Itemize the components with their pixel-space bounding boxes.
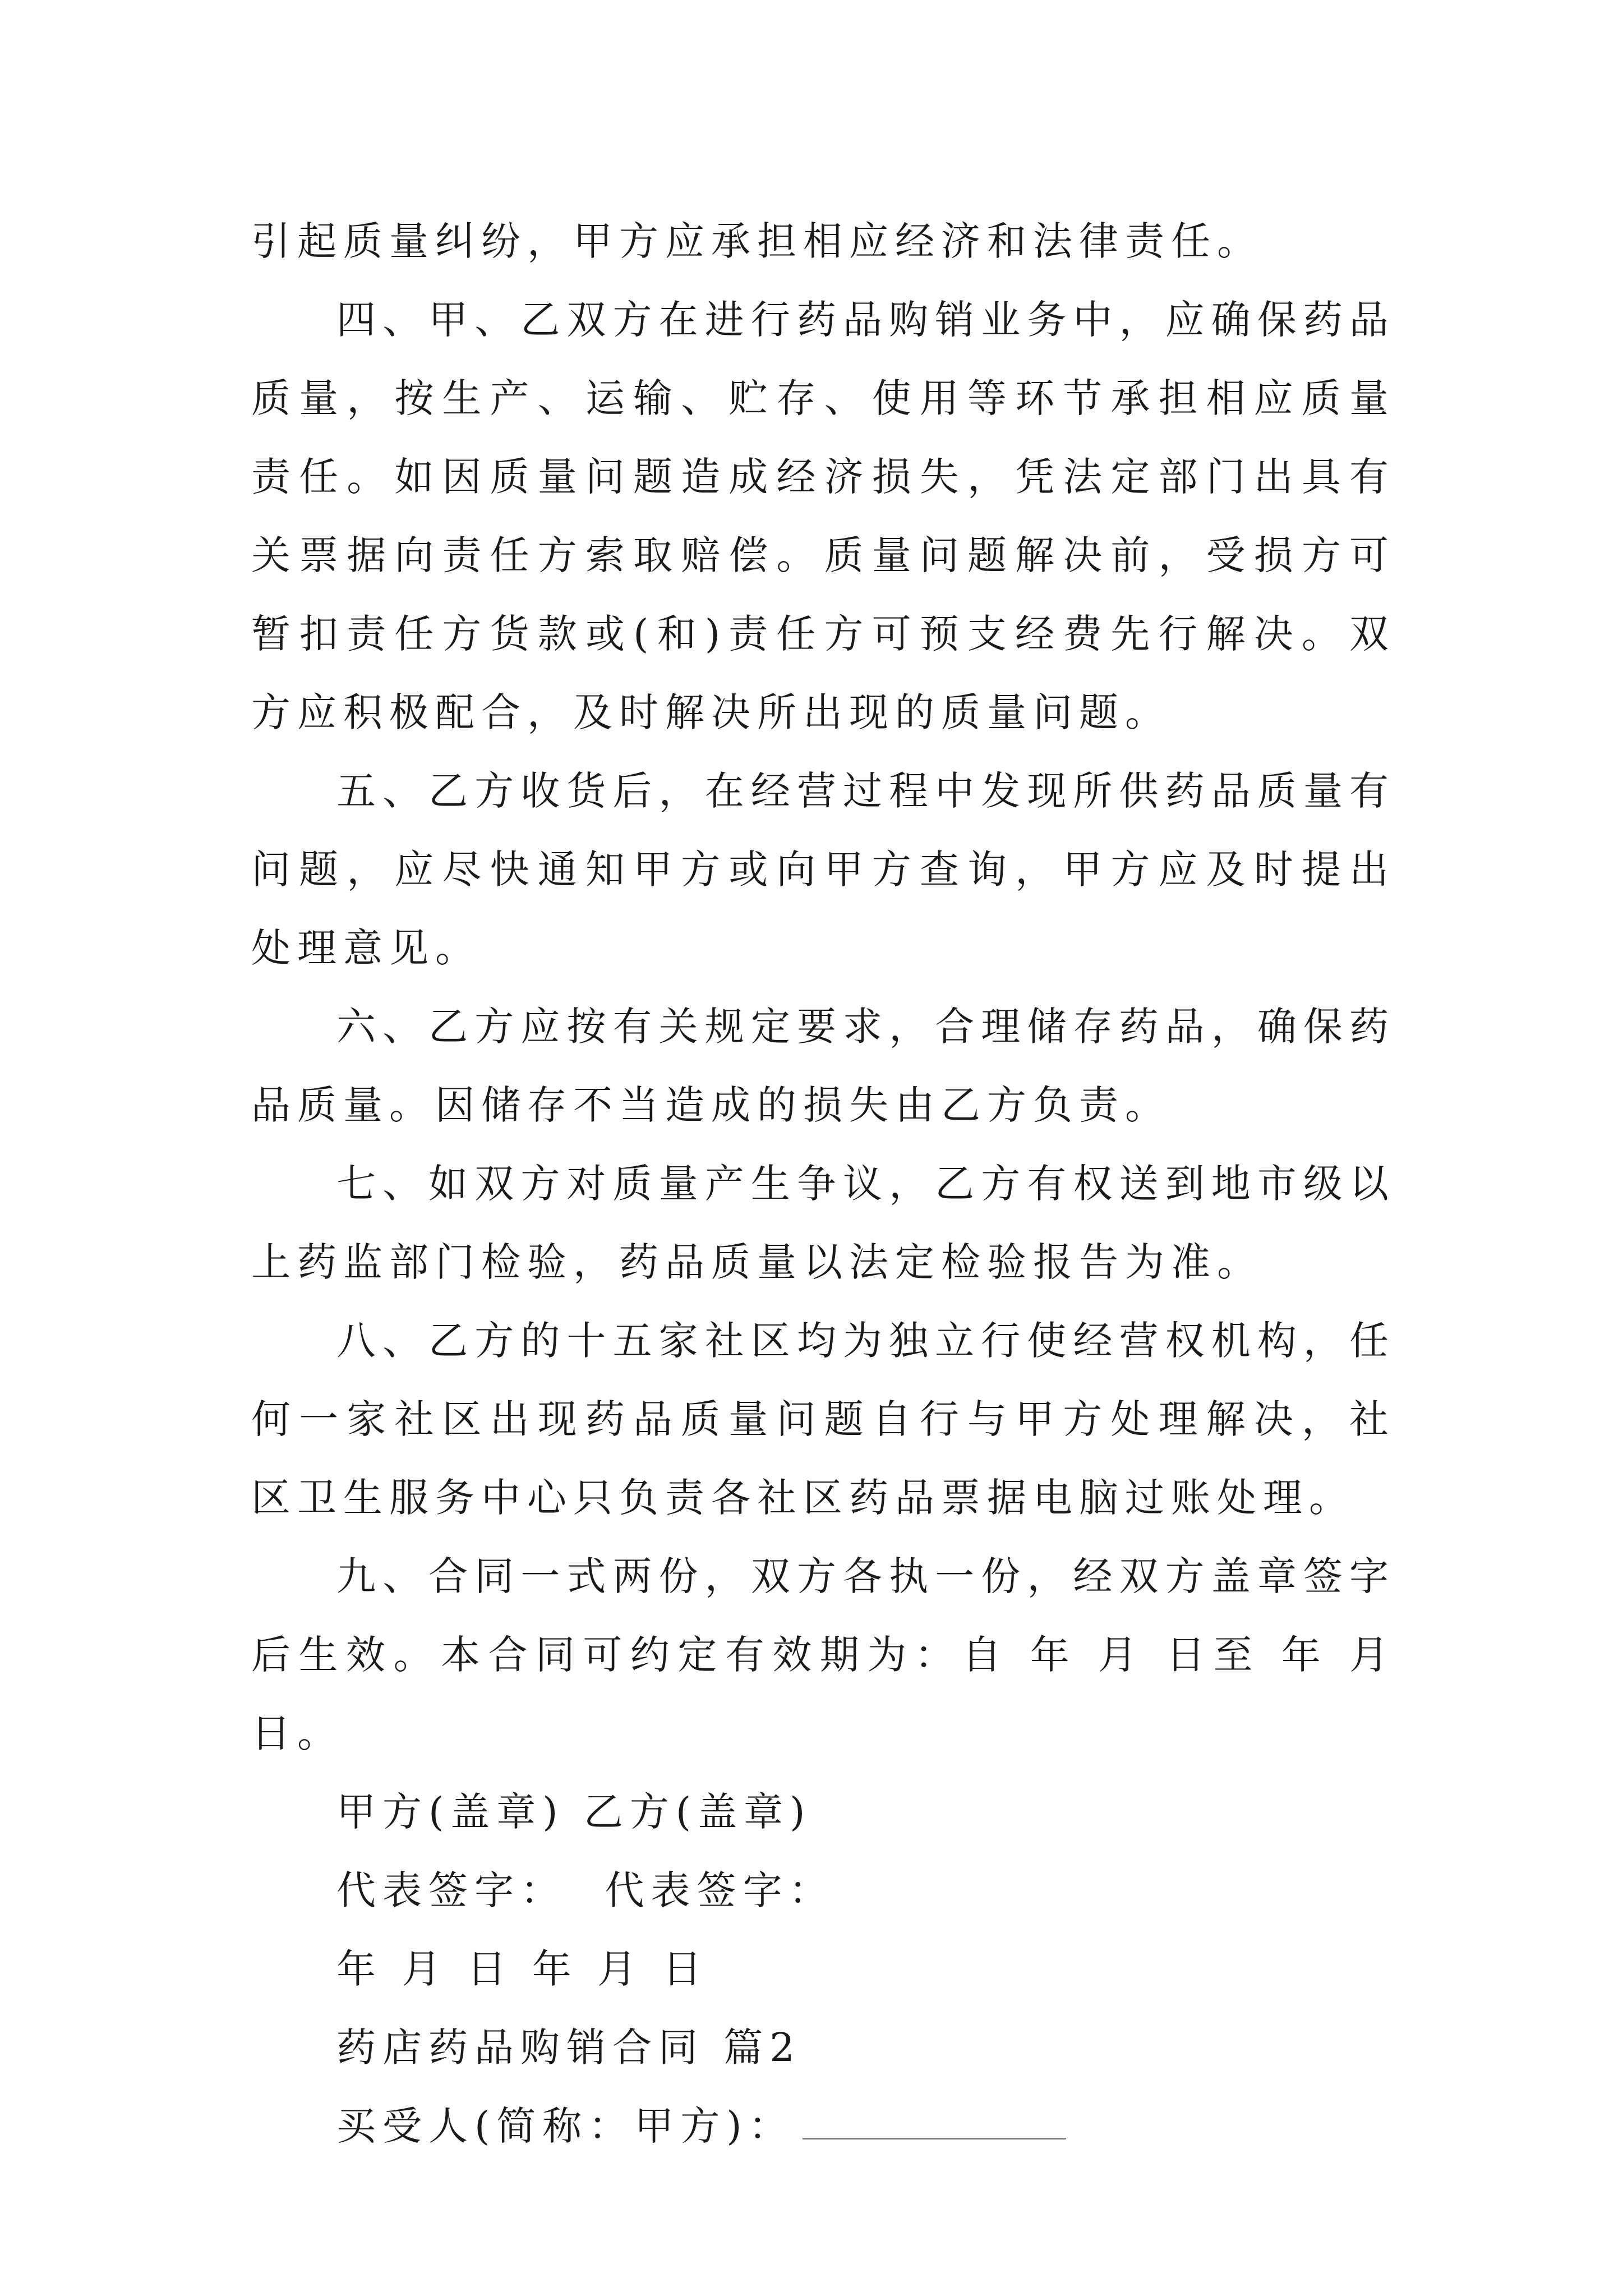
clause-7: 七、如双方对质量产生争议，乙方有权送到地市级以上药监部门检验，药品质量以法定检验报告为准。 <box>251 1161 1395 1285</box>
clause-4: 四、甲、乙双方在进行药品购销业务中，应确保药品质量，按生产、运输、贮存、使用等环节承担相应质量责任。如因质量问题造成经济损失，凭法定部门出具有关票据向责任方索取赔偿。质量问题解决前，受损方可暂扣责任方货款或(和)责任方可预支经费先行解决。双方应积极配合，及时解决所出现的质量问题。 <box>251 297 1395 735</box>
clause-5: 五、乙方收货后，在经营过程中发现所供药品质量有问题，应尽快通知甲方或向甲方查询，甲方应及时提出处理意见。 <box>251 768 1395 971</box>
date-line: 年 月 日 年 月 日 <box>336 1946 709 1992</box>
buyer-line <box>251 2087 1395 2165</box>
clause-9: 九、合同一式两份，双方各执一份，经双方盖章签字后生效。本合同可约定有效期为：自 年 月 日至 年 月 日。 <box>251 1553 1395 1756</box>
buyer-label: 买受人(简称：甲方)： <box>336 2103 795 2149</box>
document-body <box>251 202 1395 2165</box>
section-title: 药店药品购销合同 篇2 <box>336 2024 801 2070</box>
buyer-blank-underline <box>803 2138 1066 2139</box>
clause-6: 六、乙方应按有关规定要求，合理储存药品，确保药品质量。因储存不当造成的损失由乙方负责。 <box>251 1004 1395 1128</box>
seal-line: 甲方(盖章) 乙方(盖章) <box>336 1789 812 1835</box>
representative-signature-line: 代表签字： 代表签字： <box>336 1867 835 1913</box>
paragraph-continuation: 引起质量纠纷，甲方应承担相应经济和法律责任。 <box>251 218 1263 264</box>
clause-8: 八、乙方的十五家社区均为独立行使经营权机构，任何一家社区出现药品质量问题自行与甲方处理解决，社区卫生服务中心只负责各社区药品票据电脑过账处理。 <box>251 1318 1395 1521</box>
